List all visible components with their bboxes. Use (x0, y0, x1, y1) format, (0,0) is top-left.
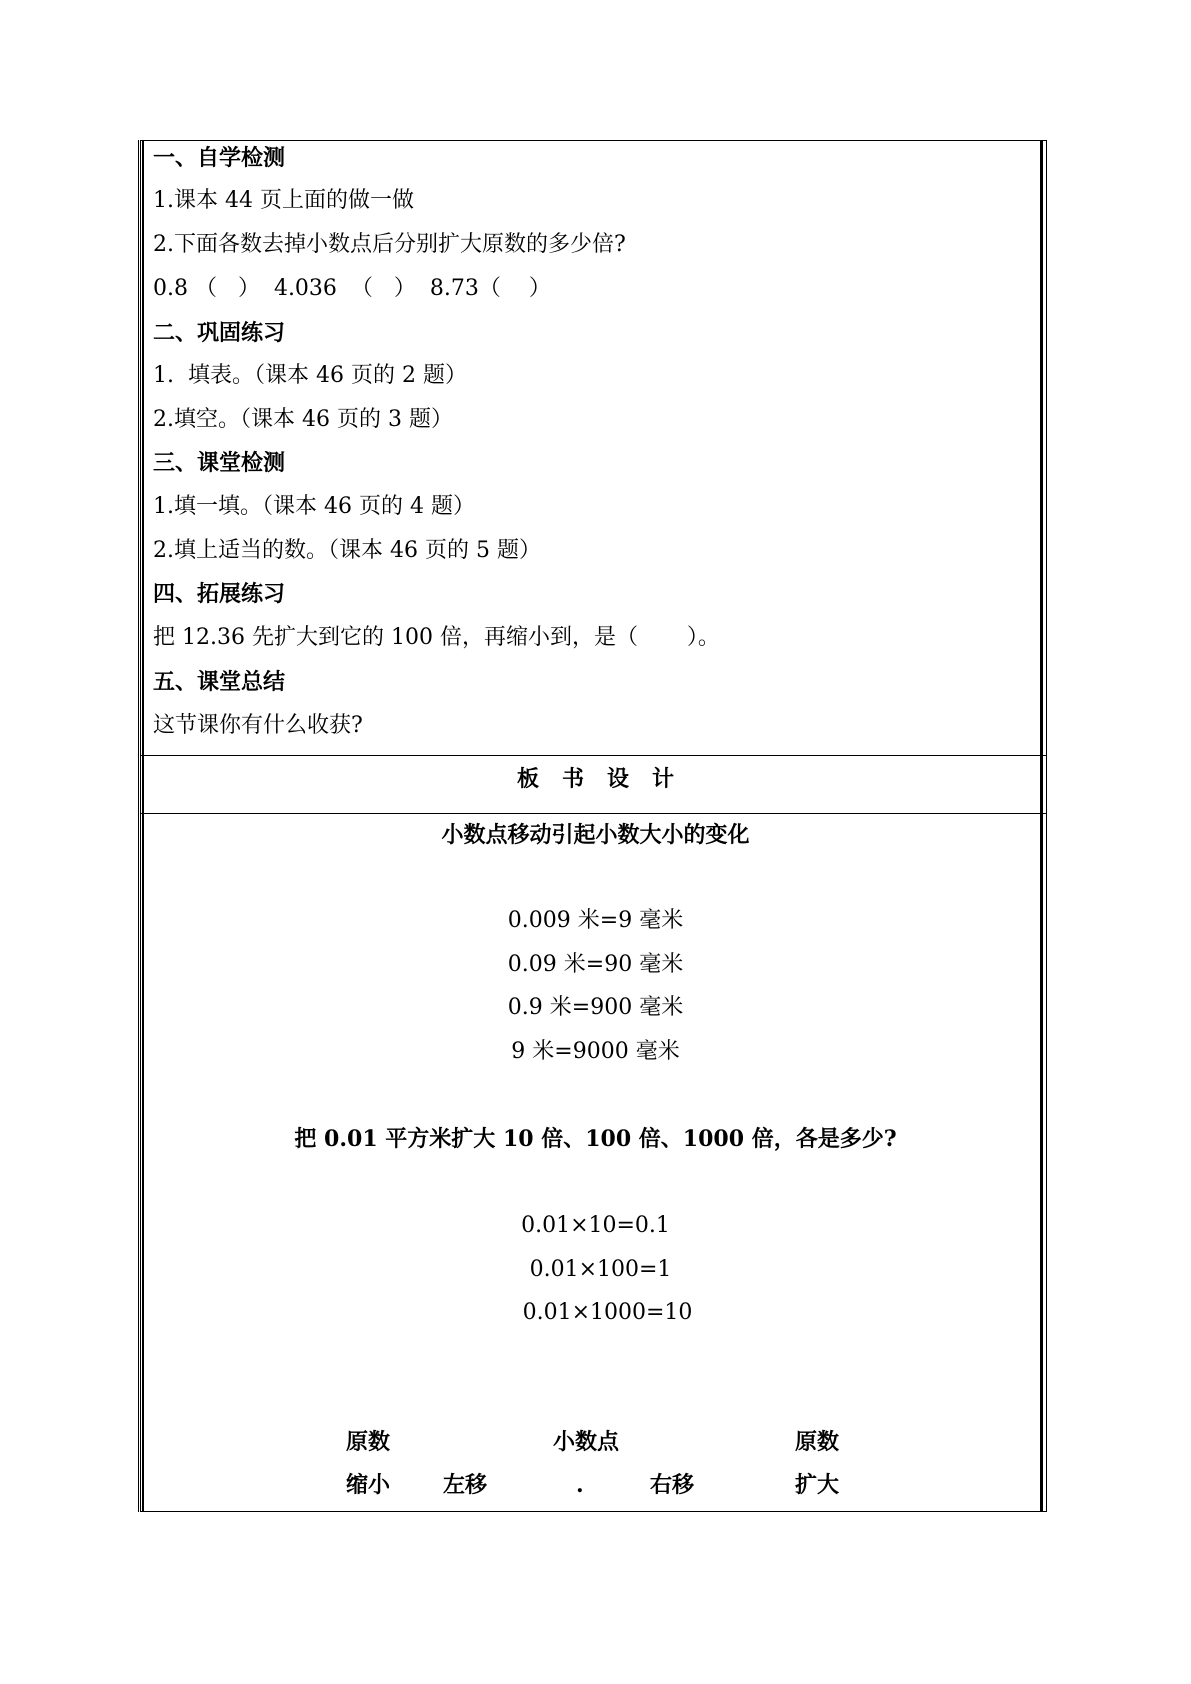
section-title-class-check: 三、课堂检测 (153, 450, 286, 476)
diagram-decimal-point-label: 小数点 (553, 1429, 620, 1455)
diagram-dot: . (576, 1472, 584, 1498)
diagram-original-right: 原数 (795, 1429, 840, 1455)
board-equation-1: 0.009 米=9 毫米 (507, 908, 684, 933)
section-title-extension: 四、拓展练习 (153, 581, 286, 607)
class-check-item-2: 2.填上适当的数。（课本 46 页的 5 题） (153, 538, 541, 563)
section-title-self-check: 一、自学检测 (153, 145, 286, 171)
board-equation-2: 0.09 米=90 毫米 (507, 952, 684, 977)
diagram-move-right: 右移 (650, 1472, 695, 1498)
row-divider-board-header-top (140, 755, 1046, 756)
section-title-summary: 五、课堂总结 (153, 669, 286, 695)
summary-item-1: 这节课你有什么收获? (153, 713, 363, 738)
board-calc-3: 0.01×1000=10 (522, 1300, 693, 1325)
board-equation-4: 9 米=9000 毫米 (511, 1039, 680, 1064)
practice-item-2: 2.填空。（课本 46 页的 3 题） (153, 407, 453, 432)
extension-item-1: 把 12.36 先扩大到它的 100 倍，再缩小到，是（ ）。 (153, 625, 720, 650)
self-check-item-1: 1.课本 44 页上面的做一做 (153, 188, 414, 213)
self-check-item-3: 0.8 （ ） 4.036 （ ） 8.73（ ） (153, 276, 551, 301)
board-question: 把 0.01 平方米扩大 10 倍、100 倍、1000 倍，各是多少? (294, 1126, 897, 1152)
diagram-move-left: 左移 (443, 1472, 488, 1498)
board-calc-1: 0.01×10=0.1 (521, 1213, 670, 1238)
board-equation-3: 0.9 米=900 毫米 (507, 995, 684, 1020)
board-design-header: 板 书 设 计 (517, 766, 674, 792)
diagram-original-left: 原数 (346, 1429, 391, 1455)
practice-item-1: 1. 填表。（课本 46 页的 2 题） (153, 363, 467, 388)
diagram-shrink: 缩小 (346, 1472, 391, 1498)
board-calc-2: 0.01×100=1 (529, 1257, 672, 1282)
self-check-item-2: 2.下面各数去掉小数点后分别扩大原数的多少倍? (153, 232, 626, 257)
diagram-enlarge: 扩大 (795, 1472, 840, 1498)
row-divider-board-header-bottom (140, 813, 1046, 814)
board-title: 小数点移动引起小数大小的变化 (441, 822, 750, 848)
class-check-item-1: 1.填一填。（课本 46 页的 4 题） (153, 494, 475, 519)
section-title-practice: 二、巩固练习 (153, 320, 286, 346)
